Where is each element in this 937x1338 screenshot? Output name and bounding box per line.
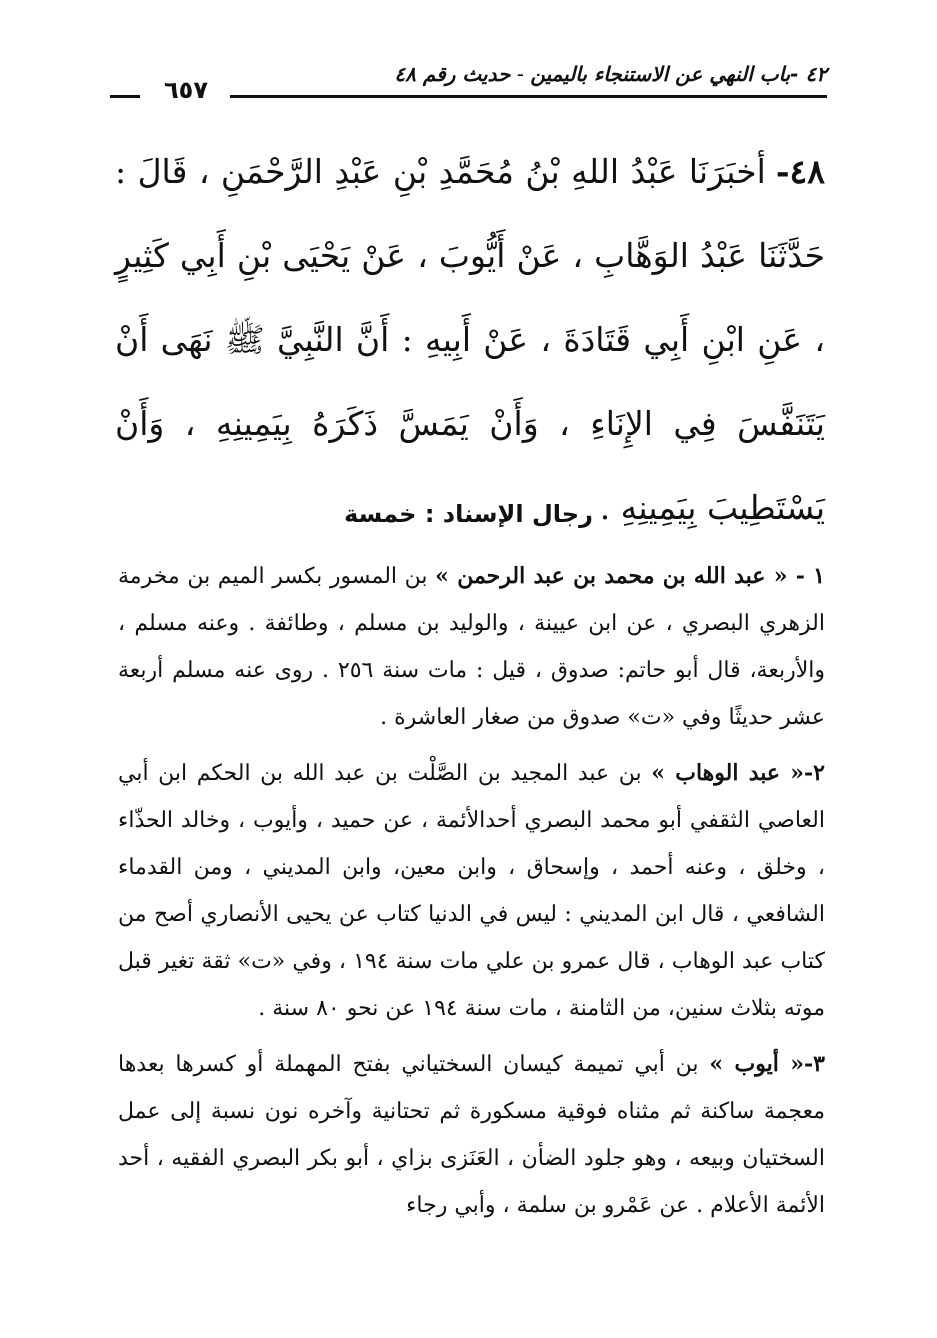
bio-text: بن المسور بكسر الميم بن مخرمة الزهري البصري ، عن ابن عيينة ، والوليد بن مسلم ، وطائفة . وعنه مسلم ، والأربعة، قال أبو حاتم: صدوق ، قيل : مات سنة ٢٥٦ . روى عنه مسلم أربعة عشر حديثًا وفي «ت» صدوق من صغار العاشرة . bbox=[118, 564, 825, 730]
running-header bbox=[110, 62, 827, 106]
narrator-bio bbox=[118, 1041, 825, 1229]
bio-number: ٣- bbox=[804, 1051, 825, 1077]
page-number: ٦٥٧ bbox=[142, 76, 230, 104]
narrator-bio bbox=[118, 553, 825, 741]
bio-text: بن أبي تميمة كيسان السختياني بفتح المهملة أو كسرها بعدها معجمة ساكنة ثم مثناه فوقية مسكورة ثم تحتانية وآخره نون نسبة إلى عمل السختيان وبيعه ، وهو جلود الضأن ، العَنَزى بزاي ، أبو بكر البصري الفقيه ، أحد الأئمة الأعلام . عن عَمْرو بن سلمة ، وأبي رجاء bbox=[118, 1052, 825, 1218]
chapter-name: ٤٢ -باب النهي عن الاستنجاء باليمين bbox=[530, 62, 827, 86]
narrator-biographies bbox=[118, 553, 825, 1238]
hadith-number: ٤٨- bbox=[775, 152, 825, 191]
narrator-name: « عبد الوهاب » bbox=[651, 760, 805, 786]
hadith-text-block bbox=[115, 130, 825, 550]
chapter-title bbox=[394, 62, 827, 86]
page-number-dash bbox=[110, 95, 140, 98]
narrator-name: « أيوب » bbox=[709, 1051, 805, 1077]
narrator-bio bbox=[118, 750, 825, 1032]
header-separator: - bbox=[510, 62, 531, 86]
bio-number: ٢- bbox=[804, 760, 825, 786]
bio-text: بن عبد المجيد بن الصَّلْت بن عبد الله بن الحكم ابن أبي العاصي الثقفي أبو محمد البصري أحدالأئمة ، عن حميد ، وأيوب ، وخالد الحذّاء ، وخلق ، وعنه أحمد ، وإسحاق ، وابن معين، وابن المديني ، ومن القدماء الشافعي ، قال ابن المديني : ليس في الدنيا كتاب عن يحيى الأنصاري أصح من كتاب عبد الوهاب ، قال عمرو بن علي مات سنة ١٩٤ ، وفي «ت» ثقة تغير قبل موته بثلاث سنين، من الثامنة ، مات سنة ١٩٤ عن نحو ٨٠ سنة . bbox=[118, 761, 825, 1021]
narrators-heading: رجال الإسناد : خمسة bbox=[344, 500, 593, 528]
hadith-text: أخبَرَنَا عَبْدُ اللهِ بْنُ مُحَمَّدِ بْنِ عَبْدِ الرَّحْمَنِ ، قَالَ : حَدَّثَنَا عَبْدُ الوَهَّابِ ، عَنْ أَيُّوبَ ، عَنْ يَحْيَى بْنِ أَبِي كَثِيرٍ ، عَنِ ابْنِ أَبِي قَتَادَةَ ، عَنْ أَبِيهِ : أَنَّ النَّبِيَّ ﷺ نَهَى أَنْ يَتَنَفَّسَ فِي الإِنَاءِ ، وَأَنْ يَمَسَّ ذَكَرَهُ بِيَمِينِهِ ، وَأَنْ يَسْتَطِيبَ بِيَمِينِهِ . bbox=[115, 152, 825, 527]
hadith-reference: حديث رقم ٤٨ bbox=[394, 62, 511, 86]
narrator-name: « عبد الله بن محمد بن عبد الرحمن » bbox=[435, 563, 788, 589]
header-rule bbox=[230, 95, 827, 98]
bio-number: ١ - bbox=[787, 563, 825, 589]
